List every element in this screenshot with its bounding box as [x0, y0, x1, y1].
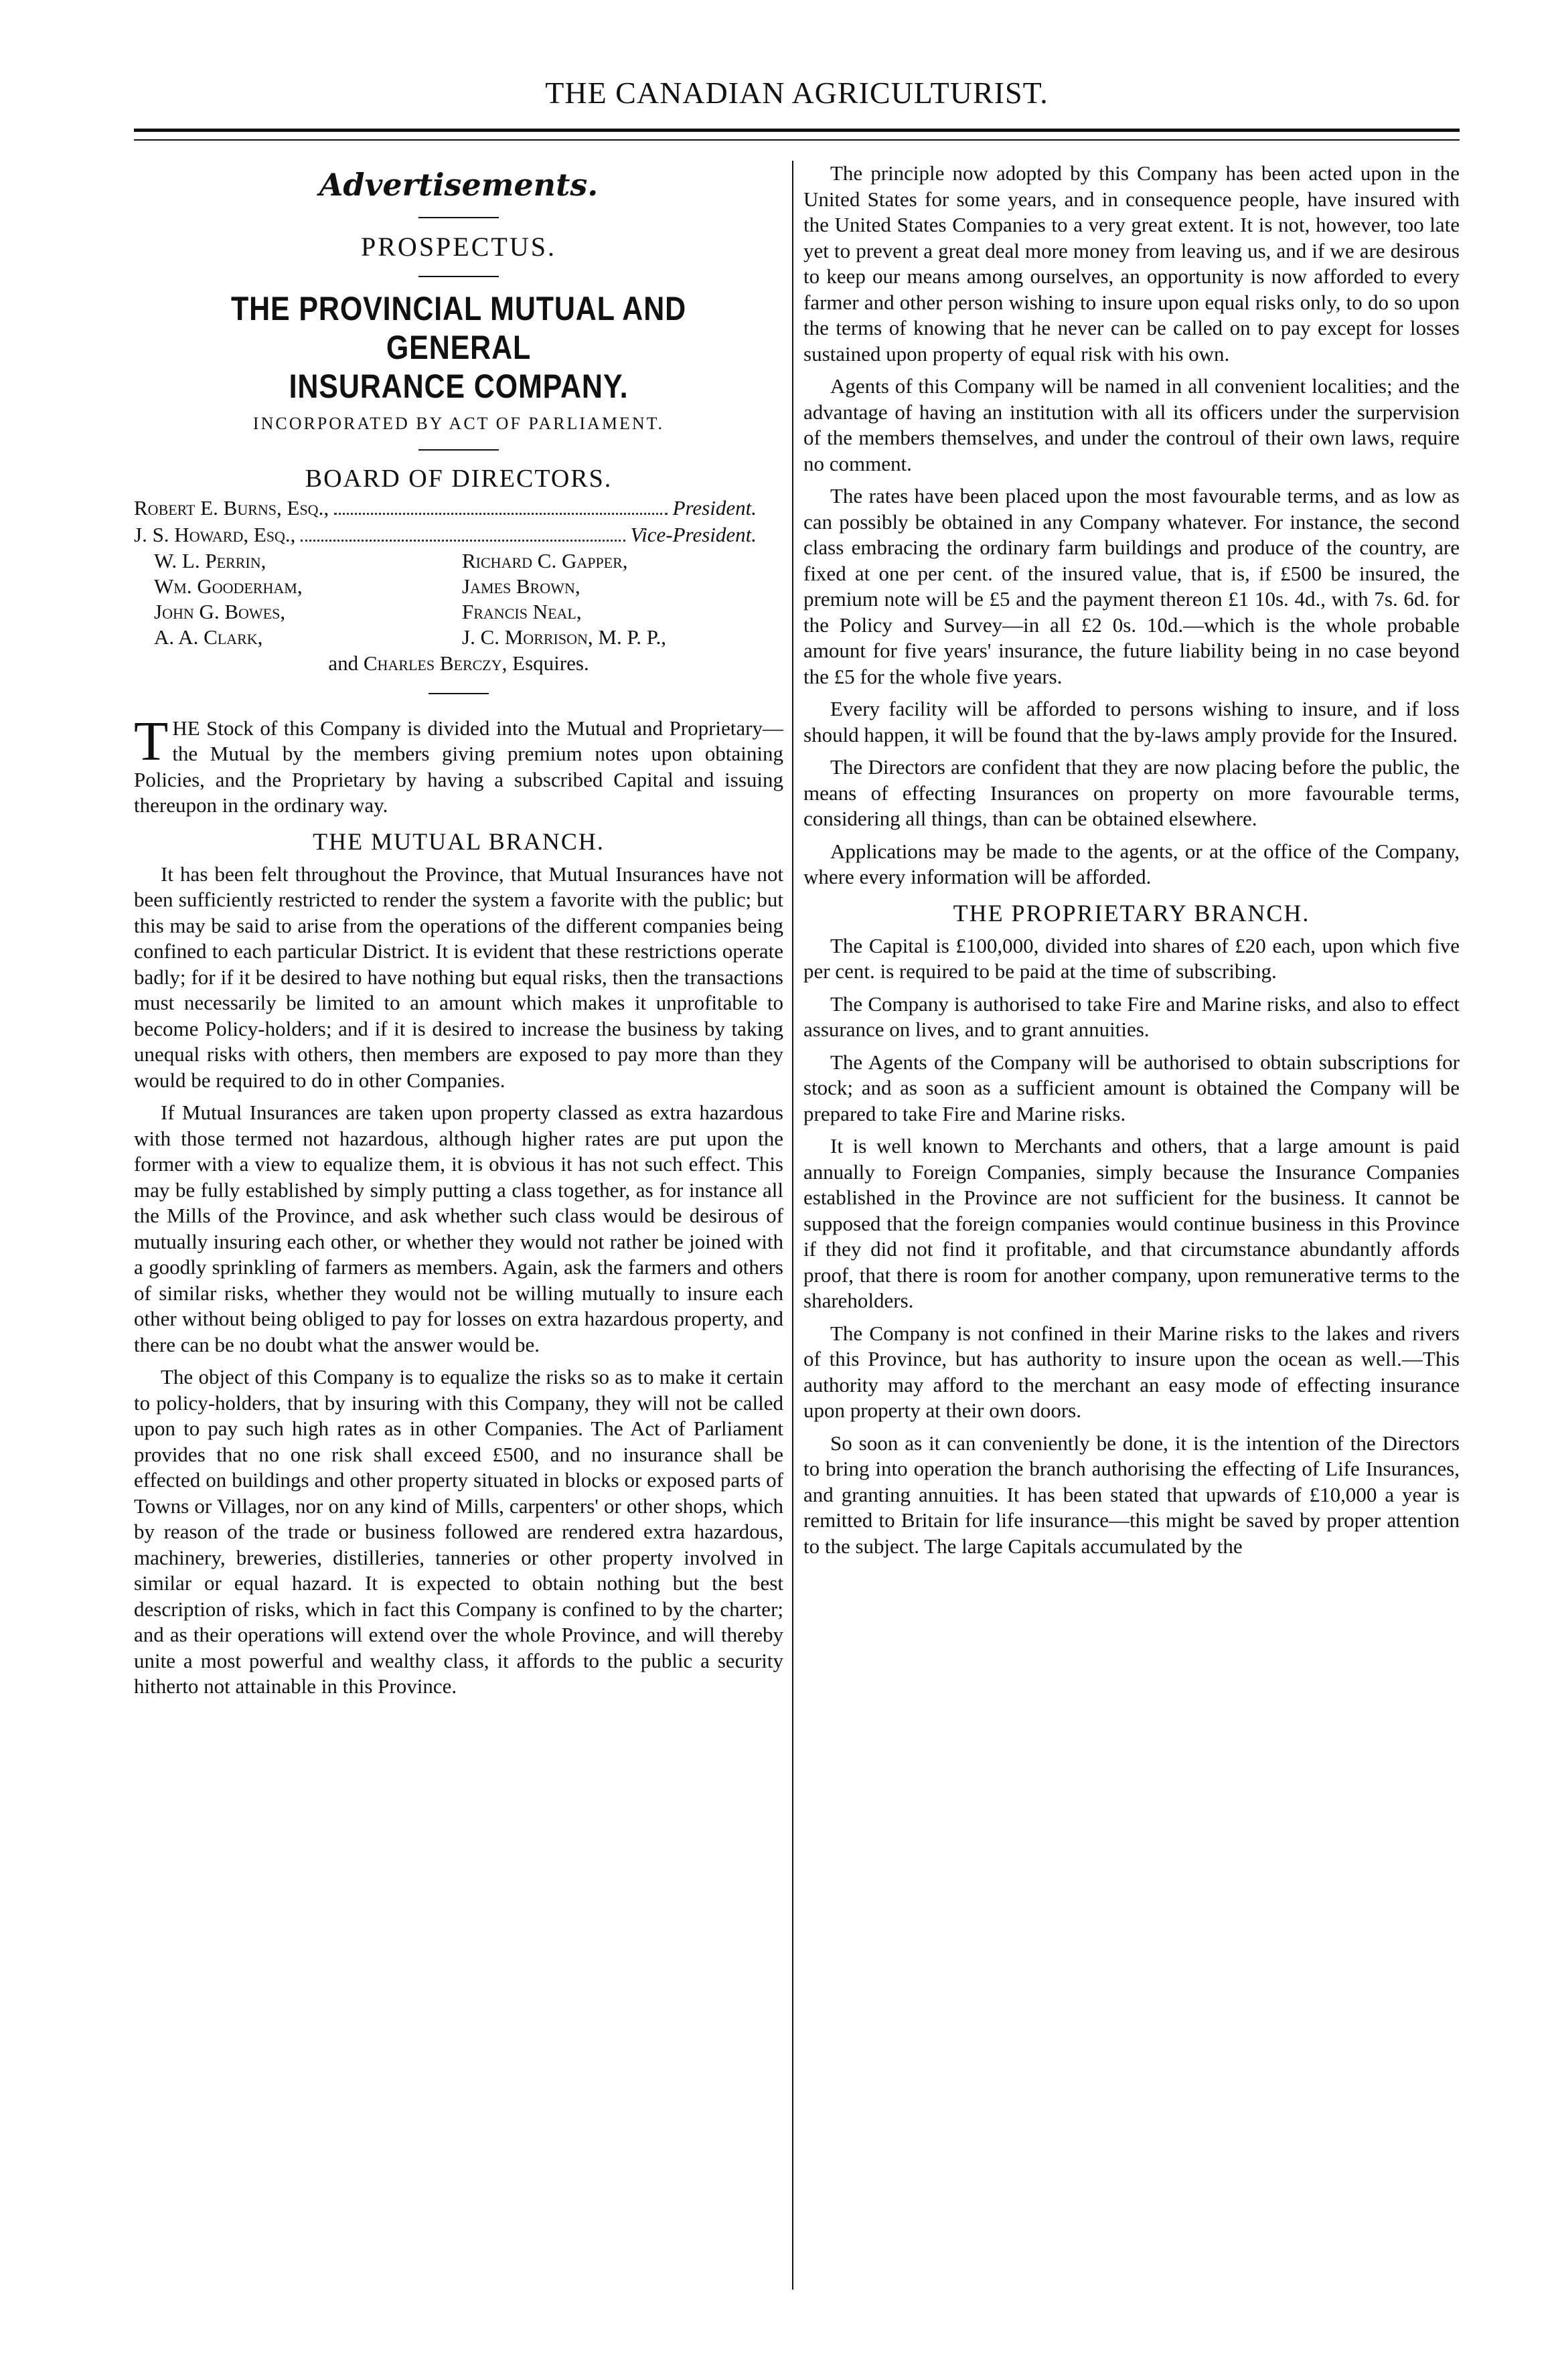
- board-of-directors-heading: BOARD OF DIRECTORS.: [305, 464, 613, 493]
- director-name: J. C. Morrison, M. P. P.,: [462, 625, 667, 649]
- director-name: W. L. Perrin,: [154, 548, 266, 572]
- body-paragraph: Every facility will be afforded to persons wishing to insure, and if loss should happen, it will be found that the by-laws amply provide for the Insured.: [803, 697, 1460, 746]
- body-paragraph: The Agents of the Company will be authorised to obtain subscriptions for stock; and as soon as a sufficient amount is obtained the Company will be prepared to take Fire and Marine risks.: [803, 1050, 1460, 1125]
- officer-name: J. S. Howard, Esq.,: [134, 522, 296, 546]
- director-name: A. A. Clark,: [154, 625, 263, 649]
- body-paragraph: Applications may be made to the agents, or at the office of the Company, where every information will be afforded.: [803, 839, 1460, 888]
- running-head: THE CANADIAN AGRICULTURIST.: [545, 76, 1049, 110]
- leader-dots: [301, 540, 625, 542]
- divider: [418, 449, 499, 451]
- body-paragraph: The object of this Company is to equalize the risks so as to make it certain to policy-holders, that by insuring with this Company, they will not be called upon to pay such high rates as in other Companies. The Act of Parliament provides that no one risk shall exceed £500, and no insurance shall be effected on buildings and other property situated in blocks or exposed parts of Towns or Villages, nor on any kind of Mills, carpenters' or other shops, which by reason of the trade or business followed are rendered extra hazardous, machinery, breweries, distilleries, tanneries or other property involved in similar or equal hazard. It is expected to obtain nothing but the best description of risks, which in fact this Company is confined to by the charter; and as their operations will extend over the whole Province, and will thereby unite a most powerful and wealthy class, it affords to the public a security hitherto not attainable in this Province.: [134, 1365, 783, 1698]
- body-paragraph: The rates have been placed upon the most favourable terms, and as low as can possibly be obtained in any Company whatever. For instance, the second class embracing the ordinary farm buildings and produce of the country, are fixed at one per cent. of the insured value, that is, if £500 be insured, the premium note will be £5 and the payment thereon £1 10s. 4d., with 7s. 6d. for the Policy and Survey—in all £2 0s. 10d.—which is the whole probable amount for five years' insurance, the future liability being in no case beyond the £5 for the whole five years.: [803, 484, 1460, 688]
- body-paragraph: Agents of this Company will be named in all convenient localities; and the advantage of having an institution with all its officers under the surpervision of the members themselves, and under the controul of their own laws, require no comment.: [803, 374, 1460, 475]
- directors-closing: [134, 650, 783, 677]
- incorporated-line: INCORPORATED BY ACT OF PARLIAMENT.: [252, 414, 665, 433]
- body-paragraph: The Company is not confined in their Marine risks to the lakes and rivers of this Province, but has authority to insure upon the ocean as well.—This authority may afford to the merchant an easy mode of effecting insurance upon property at their own doors.: [803, 1321, 1460, 1422]
- closing-name: Charles Berczy,: [363, 651, 508, 675]
- body-paragraph: It is well known to Merchants and others, that a large amount is paid annually to Foreign Companies, simply because the Insurance Companies established in the Province are not sufficient for the business. It cannot be supposed that the foreign companies would continue business in this Province if they did not find it profitable, and that circumstance abundantly affords proof, that there is room for another company, upon remunerative terms to the shareholders.: [803, 1134, 1460, 1312]
- body-paragraph: If Mutual Insurances are taken upon property classed as extra hazardous with those termed not hazardous, although higher rates are put upon the former with a view to equalize them, it is obvious it has not such effect. This may be fully established by simply putting a class together, as for instance all the Mills of the Province, and ask whether such class would be desirous of mutually insuring each other, or whether they would not rather be joined with a goodly sprinkling of farmers as members. Again, ask the farmers and others of similar risks, whether they would not be willing mutually to insure each other without being obliged to pay for losses on extra hazardous property, and there can be no doubt what the answer would be.: [134, 1101, 783, 1356]
- divider: [418, 276, 499, 277]
- advertisements-heading: Advertisements.: [319, 167, 599, 203]
- officer-role: Vice-President.: [630, 522, 757, 546]
- director-name: James Brown,: [462, 574, 580, 598]
- body-paragraph: The Directors are confident that they are now placing before the public, the means of effecting Insurances on property on more favourable terms, considering all things, than can be obtained elsewhere.: [803, 755, 1460, 830]
- officer-name: Robert E. Burns, Esq.,: [134, 495, 329, 520]
- directors-list: [134, 548, 783, 650]
- director-name: John G. Bowes,: [154, 599, 286, 623]
- leader-dots: [334, 513, 668, 515]
- left-column: [134, 161, 783, 2296]
- header-double-rule: [134, 129, 1460, 141]
- company-title-line1: THE PROVINCIAL MUTUAL AND GENERAL: [230, 290, 687, 366]
- mutual-branch-heading: THE MUTUAL BRANCH.: [313, 827, 605, 855]
- column-divider: [792, 161, 793, 2290]
- proprietary-branch-heading: THE PROPRIETARY BRANCH.: [953, 899, 1310, 927]
- director-name: Francis Neal,: [462, 599, 582, 623]
- closing-suffix: Esquires.: [512, 651, 589, 675]
- divider: [418, 217, 499, 218]
- officer-role: President.: [672, 495, 757, 520]
- director-name: Richard C. Gapper,: [462, 548, 628, 572]
- closing-prefix: and: [328, 651, 359, 675]
- director-name: Wm. Gooderham,: [154, 574, 303, 598]
- body-paragraph: So soon as it can conveniently be done, it is the intention of the Directors to bring into operation the branch authorising the effecting of Life Insurances, and granting annuities. It has been stated that upwards of £10,000 a year is remitted to Britain for life insurance—this might be saved by proper attention to the subject. The large Capitals accumulated by the: [803, 1431, 1460, 1558]
- company-title-line2: INSURANCE COMPANY.: [289, 368, 629, 405]
- body-paragraph: The principle now adopted by this Company has been acted upon in the United States for some years, and in consequence people, have insured with the United States Companies to a very great extent. It is not, however, too late yet to prevent a great deal more money from leaving us, and if we are desirous to keep our means among ourselves, an opportunity is now afforded to every farmer and other person wishing to insure upon equal risks only, to do so upon the terms of knowing that he never can be called on to pay except for losses sustained upon property of equal risk with his own.: [803, 161, 1460, 366]
- officer-president: [134, 495, 783, 522]
- divider: [429, 693, 489, 694]
- right-column: [803, 161, 1460, 2296]
- intro-paragraph: THE Stock of this Company is divided into the Mutual and Proprietary—the Mutual by the members giving premium notes upon obtaining Policies, and the Proprietary by having a subscribed Capital and issuing thereupon in the ordinary way.: [134, 710, 783, 817]
- prospectus-heading: PROSPECTUS.: [361, 232, 556, 262]
- body-paragraph: The Company is authorised to take Fire and Marine risks, and also to effect assurance on lives, and to grant annuities.: [803, 991, 1460, 1041]
- officer-vice-president: [134, 522, 783, 548]
- body-paragraph: It has been felt throughout the Province, that Mutual Insurances have not been sufficiently restricted to render the system a favorite with the public; but this may be said to arise from the operations of the different companies being confined to each particular District. It is evident that these restrictions operate badly; for if it be desired to have nothing but equal risks, then the transactions must necessarily be limited to an amount which makes it unprofitable to become Policy-holders; and if it is desired to increase the business by taking unequal risks with others, then members are exposed to pay more than they would be required to do in other Companies.: [134, 862, 783, 1092]
- body-paragraph: The Capital is £100,000, divided into shares of £20 each, upon which five per cent. is required to be paid at the time of subscribing.: [803, 933, 1460, 983]
